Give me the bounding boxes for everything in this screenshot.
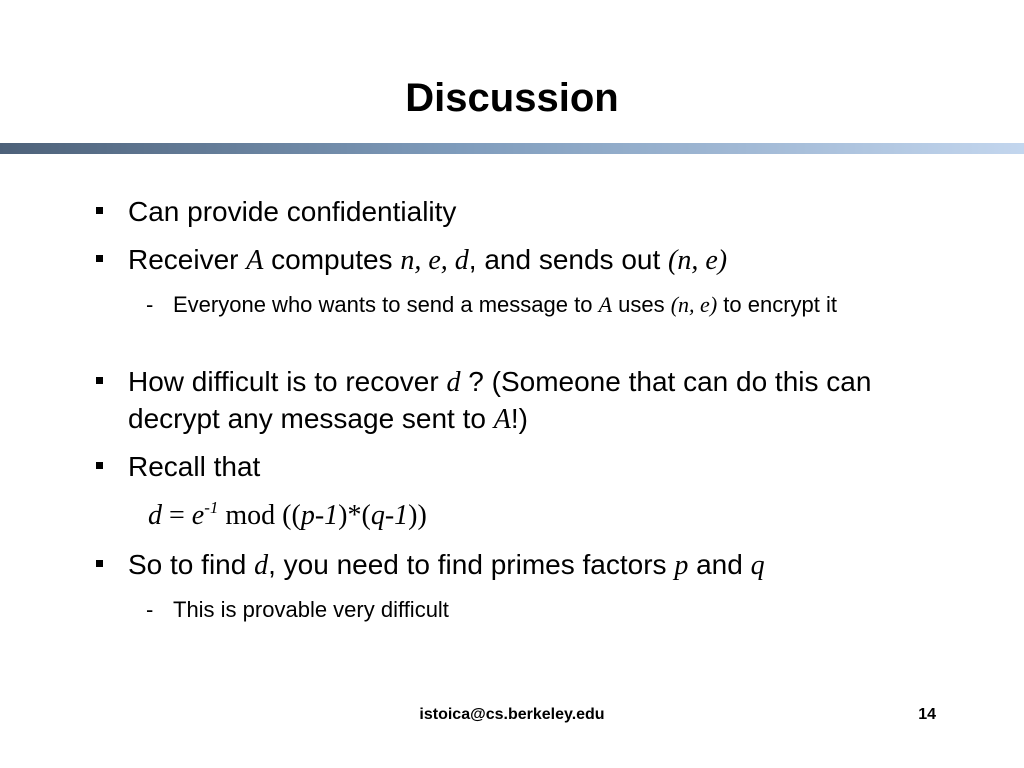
square-bullet-icon (96, 207, 103, 214)
slide-title: Discussion (405, 76, 619, 120)
math-var-p: p (674, 550, 689, 581)
sub-bullet-text: Everyone who wants to send a message to (173, 292, 599, 317)
math-var-a: A (493, 404, 511, 435)
math-public-key: (n, e) (668, 245, 728, 276)
math-var-q: q (750, 550, 765, 581)
formula-close: )) (408, 500, 427, 531)
formula-mod: mod (( (218, 500, 301, 531)
bullet-find-primes (128, 547, 948, 584)
square-bullet-icon (96, 462, 103, 469)
formula-e: e (191, 500, 205, 531)
bullet-text: , you need to find primes factors (268, 549, 675, 580)
sub-bullet-text: uses (612, 292, 671, 317)
bullet-text: How difficult is to recover (128, 366, 447, 397)
sub-bullet-text: This is provable very difficult (173, 597, 449, 622)
bullet-text: and (688, 549, 751, 580)
bullet-text: Recall that (128, 451, 261, 482)
bullet-text: ? (Someone that can do this can decrypt any message sent to (128, 366, 872, 434)
math-var-a: A (246, 245, 264, 276)
formula-private-key (148, 498, 427, 534)
footer-email: istoica@cs.berkeley.edu (419, 706, 605, 723)
formula-q-minus-1: q-1 (370, 500, 409, 531)
dash-bullet-icon: - (146, 597, 154, 622)
square-bullet-icon (96, 377, 103, 384)
square-bullet-icon (96, 560, 103, 567)
math-var-d: d (254, 550, 269, 581)
formula-exponent: -1 (204, 498, 219, 517)
formula-eq: = (162, 500, 192, 531)
dash-bullet-icon: - (146, 292, 154, 317)
page-number: 14 (918, 706, 936, 723)
bullet-recover-d (128, 364, 948, 438)
square-bullet-icon (96, 255, 103, 262)
math-public-key: (n, e) (670, 292, 718, 317)
bullet-receiver-computes (128, 242, 948, 279)
bullet-text: !) (510, 403, 528, 434)
sub-bullet-encrypt (146, 289, 933, 320)
formula-times: )*( (338, 500, 371, 531)
bullet-text: Can provide confidentiality (128, 196, 457, 227)
sub-bullet-text: to encrypt it (717, 292, 837, 317)
bullet-text: computes (263, 244, 401, 275)
bullet-confidentiality (128, 194, 948, 230)
math-var-a: A (598, 292, 613, 317)
math-var-d: d (446, 367, 461, 398)
bullet-recall (128, 449, 948, 485)
sub-bullet-difficult (146, 594, 933, 625)
formula-d: d (148, 500, 162, 531)
bullet-text: Receiver (128, 244, 247, 275)
bullet-text: , and sends out (468, 244, 669, 275)
formula-p-minus-1: p-1 (300, 500, 339, 531)
math-vars-ned: n, e, d (400, 245, 469, 276)
bullet-text: So to find (128, 549, 255, 580)
